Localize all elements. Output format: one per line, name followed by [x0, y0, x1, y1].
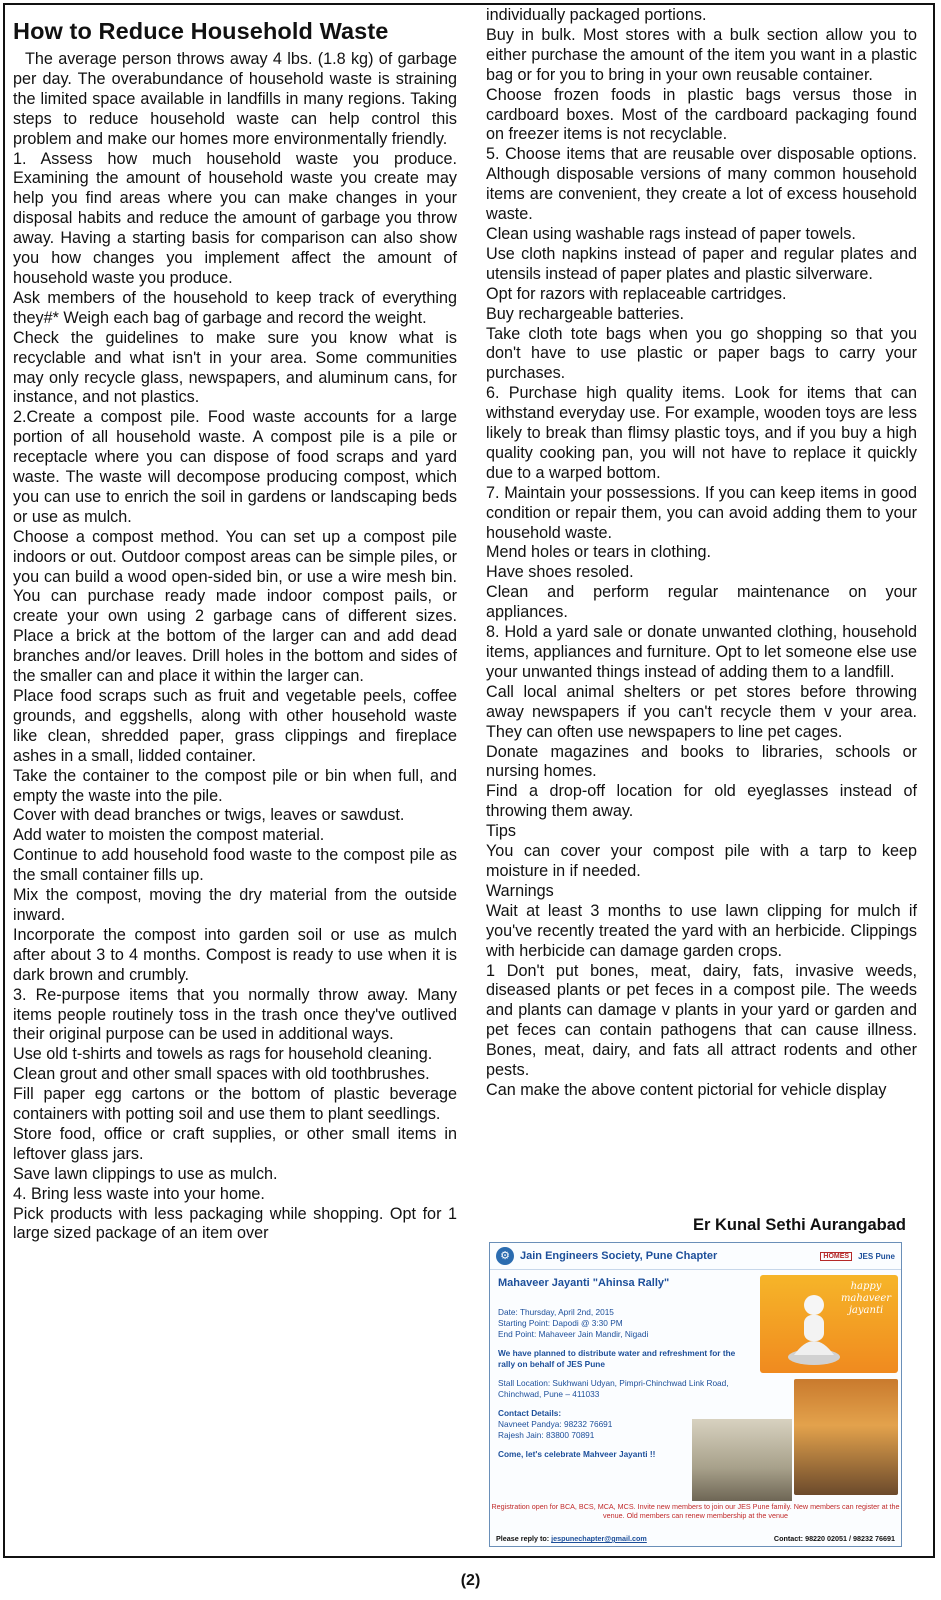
- paragraph: Mend holes or tears in clothing.: [486, 543, 711, 562]
- flyer-header: [490, 1243, 901, 1270]
- flyer-reply: [496, 1534, 647, 1543]
- paragraph: Mix the compost, moving the dry material from the outside inward.: [13, 886, 457, 924]
- paragraph: Buy in bulk. Most stores with a bulk section allow you to either purchase the amount of the item you want in a plastic bag or for you to bring in your own reusable container.: [486, 25, 917, 84]
- jes-logo: JES Pune: [858, 1251, 895, 1261]
- paragraph: Use old t-shirts and towels as rags for household cleaning.: [13, 1045, 433, 1064]
- paragraph: Continue to add household food waste to the compost pile as the small container fills up.: [13, 846, 457, 885]
- paragraph: Add water to moisten the compost material.: [13, 826, 325, 845]
- paragraph: Fill paper egg cartons or the bottom of plastic beverage containers with potting soil and use them to plant seedlings.: [13, 1085, 457, 1124]
- paragraph: Call local animal shelters or pet stores before throwing away newspapers if you can't recycle them v your area. They can often use newspapers to line pet cages.: [486, 682, 917, 741]
- paragraph: Choose a compost method. You can set up a compost pile indoors or out. Outdoor compost areas can be simple piles, or you can build a wood open-sided bin, or use a wire mesh bin. You can purchase ready made indoor compost pails, or create your own using 2 garbage cans of different sizes. Place a brick at the bottom of the larger can and add dead branches and/or leaves. Drill holes in the bottom and sides of the smaller can and place it within the larger can.: [13, 527, 457, 686]
- flyer-celebrate: Come, let's celebrate Mahveer Jayanti !!: [498, 1449, 656, 1459]
- flyer-contact-2: Rajesh Jain: 83800 70891: [498, 1430, 595, 1440]
- paragraph: Choose frozen foods in plastic bags versus those in cardboard boxes. Most of the cardboard packaging found on freezer items is not recyclable.: [486, 85, 917, 144]
- gear-logo-icon: ⚙: [496, 1247, 514, 1265]
- flyer-reply-email[interactable]: jespunechapter@gmail.com: [551, 1534, 647, 1543]
- paragraph: 7. Maintain your possessions. If you can keep items in good condition or repair them, you can avoid adding them to your household waste.: [486, 483, 917, 542]
- event-flyer: [489, 1242, 902, 1547]
- flyer-title: Mahaveer Jayanti "Ahinsa Rally": [498, 1277, 670, 1289]
- flyer-reply-label: Please reply to:: [496, 1534, 550, 1543]
- flyer-org-name: Jain Engineers Society, Pune Chapter: [520, 1250, 718, 1262]
- paragraph: Clean and perform regular maintenance on your appliances.: [486, 583, 917, 622]
- paragraph: 1. Assess how much household waste you produce. Examining the amount of household waste you create may help you find areas where you can make changes in your disposal habits and reduce the amount of garbage you throw away. Having a starting basis for comparison can also show you how changes you implement affect the amount of household waste you produce.: [13, 149, 457, 287]
- paragraph: Place food scraps such as fruit and vegetable peels, coffee grounds, and eggshells, along with other household waste like clean, shredded paper, grass clippings and fireplace ashes in a small, lidded container.: [13, 687, 457, 765]
- flyer-start: Starting Point: Dapodi @ 3:30 PM: [498, 1318, 623, 1328]
- paragraph: Use cloth napkins instead of paper and regular plates and utensils instead of paper plates and plastic silverware.: [486, 244, 917, 283]
- paragraph: Save lawn clippings to use as mulch.: [13, 1164, 278, 1183]
- paragraph: Donate magazines and books to libraries, schools or nursing homes.: [486, 742, 917, 781]
- paragraph: Store food, office or craft supplies, or other small items in leftover glass jars.: [13, 1124, 457, 1163]
- paragraph: Ask members of the household to keep track of everything they#* Weigh each bag of garbage and record the weight.: [13, 288, 457, 327]
- paragraph: Warnings: [486, 881, 554, 900]
- paragraph: 3. Re-purpose items that you normally throw away. Many items people routinely toss in the trash once they've outlived their original purpose can be used in additional ways.: [13, 985, 457, 1044]
- paragraph: 5. Choose items that are reusable over disposable options. Although disposable versions of many common household items are convenient, they create a lot of excess household waste.: [486, 145, 917, 224]
- paragraph: Check the guidelines to make sure you know what is recyclable and what isn't in your area. Some communities may only recycle glass, newspapers, and aluminum cans, for instance, and not plastics.: [13, 328, 457, 407]
- flyer-registration: Registration open for BCA, BCS, MCA, MCS. Invite new members to join our JES Pune family. New members can register at the venue. Old members can renew membership at the venue: [491, 1502, 900, 1520]
- page-number: (2): [460, 1572, 481, 1589]
- paragraph: Have shoes resoled.: [486, 563, 634, 582]
- left-paragraphs: [13, 50, 457, 1244]
- flyer-end: End Point: Mahaveer Jain Mandir, Nigadi: [498, 1329, 649, 1339]
- right-column: [486, 6, 917, 1101]
- banner-greeting: happy mahaveer jayanti: [840, 1281, 892, 1316]
- paragraph: Clean grout and other small spaces with old toothbrushes.: [13, 1065, 430, 1084]
- right-paragraphs: [486, 6, 917, 1101]
- paragraph: Take the container to the compost pile or bin when full, and empty the waste into the pile.: [13, 766, 457, 805]
- article-title: How to Reduce Household Waste: [13, 18, 389, 44]
- leaders-photo: [794, 1379, 898, 1495]
- flyer-plan: We have planned to distribute water and refreshment for the rally on behalf of JES Pune: [498, 1348, 736, 1369]
- flyer-footer: [490, 1502, 901, 1546]
- paragraph: 8. Hold a yard sale or donate unwanted clothing, household items, appliances and furniture. Opt to let someone else use your unwanted things instead of adding them to a landfill.: [486, 623, 918, 681]
- paragraph: Pick products with less packaging while shopping. Opt for 1 large sized package of an item over: [13, 1204, 457, 1243]
- flyer-contact-1: Navneet Pandya: 98232 76691: [498, 1419, 613, 1429]
- flyer-contact-footer: Contact: 98220 02051 / 98232 76691: [773, 1534, 895, 1543]
- mahaveer-jayanti-banner: [760, 1275, 898, 1373]
- paragraph: 4. Bring less waste into your home.: [13, 1184, 265, 1203]
- author-byline: Er Kunal Sethi Aurangabad: [692, 1216, 906, 1234]
- flyer-date: Date: Thursday, April 2nd, 2015: [498, 1307, 614, 1317]
- paragraph: Wait at least 3 months to use lawn clipping for mulch if you've recently treated the yard with an herbicide. Clippings with herbicide can damage garden crops.: [486, 901, 917, 960]
- paragraph: Clean using washable rags instead of paper towels.: [486, 224, 856, 243]
- paragraph: You can cover your compost pile with a tarp to keep moisture in if needed.: [486, 842, 917, 880]
- flyer-stall: Stall Location: Sukhwani Udyan, Pimpri-Chinchwad Link Road, Chinchwad, Pune – 411033: [498, 1378, 729, 1399]
- mahaveer-statue-icon: [786, 1287, 842, 1367]
- left-column: [13, 6, 457, 1244]
- rally-photo: [692, 1419, 792, 1501]
- paragraph: Take cloth tote bags when you go shopping so that you don't have to use plastic or paper bags to carry your purchases.: [486, 324, 917, 383]
- paragraph: individually packaged portions.: [486, 6, 707, 24]
- paragraph: The average person throws away 4 lbs. (1.8 kg) of garbage per day. The overabundance of household waste is straining the limited space available in landfills in many regions. Taking steps to reduce household waste can help control this problem and make our homes more environmentally friendly.: [13, 50, 457, 148]
- paragraph: 6. Purchase high quality items. Look for items that can withstand everyday use. For example, wooden toys are less likely to break than flimsy plastic toys, and if you buy a high quality cooking pan, you will not have to replace it quickly due to a warped bottom.: [486, 384, 917, 482]
- paragraph: Cover with dead branches or twigs, leaves or sawdust.: [13, 806, 405, 825]
- paragraph: Find a drop-off location for old eyeglasses instead of throwing them away.: [486, 782, 917, 821]
- homes-logo: HOMES: [820, 1252, 852, 1261]
- paragraph: 2.Create a compost pile. Food waste accounts for a large portion of all household waste. A compost pile is a pile or receptacle where you can dispose of food scraps and yard waste. The waste will decompose producing compost, which you can use to enrich the soil in gardens or landscaping beds or use as mulch.: [13, 408, 457, 526]
- flyer-contact-heading: Contact Details:: [498, 1408, 562, 1418]
- paragraph: Incorporate the compost into garden soil or use as mulch after about 3 to 4 months. Compost is ready to use when it is dark brown and crumbly.: [13, 925, 457, 984]
- paragraph: Can make the above content pictorial for vehicle display: [486, 1080, 887, 1099]
- paragraph: Opt for razors with replaceable cartridges.: [486, 284, 787, 303]
- paragraph: 1 Don't put bones, meat, dairy, fats, invasive weeds, diseased plants or pet feces in a compost pile. The weeds and plants can damage v plants in your yard or garden and pet feces can contain pathogens that can cause illness. Bones, meat, dairy, and fats all attract rodents and other pests.: [486, 961, 917, 1080]
- paragraph: Tips: [486, 822, 516, 841]
- paragraph: Buy rechargeable batteries.: [486, 304, 684, 323]
